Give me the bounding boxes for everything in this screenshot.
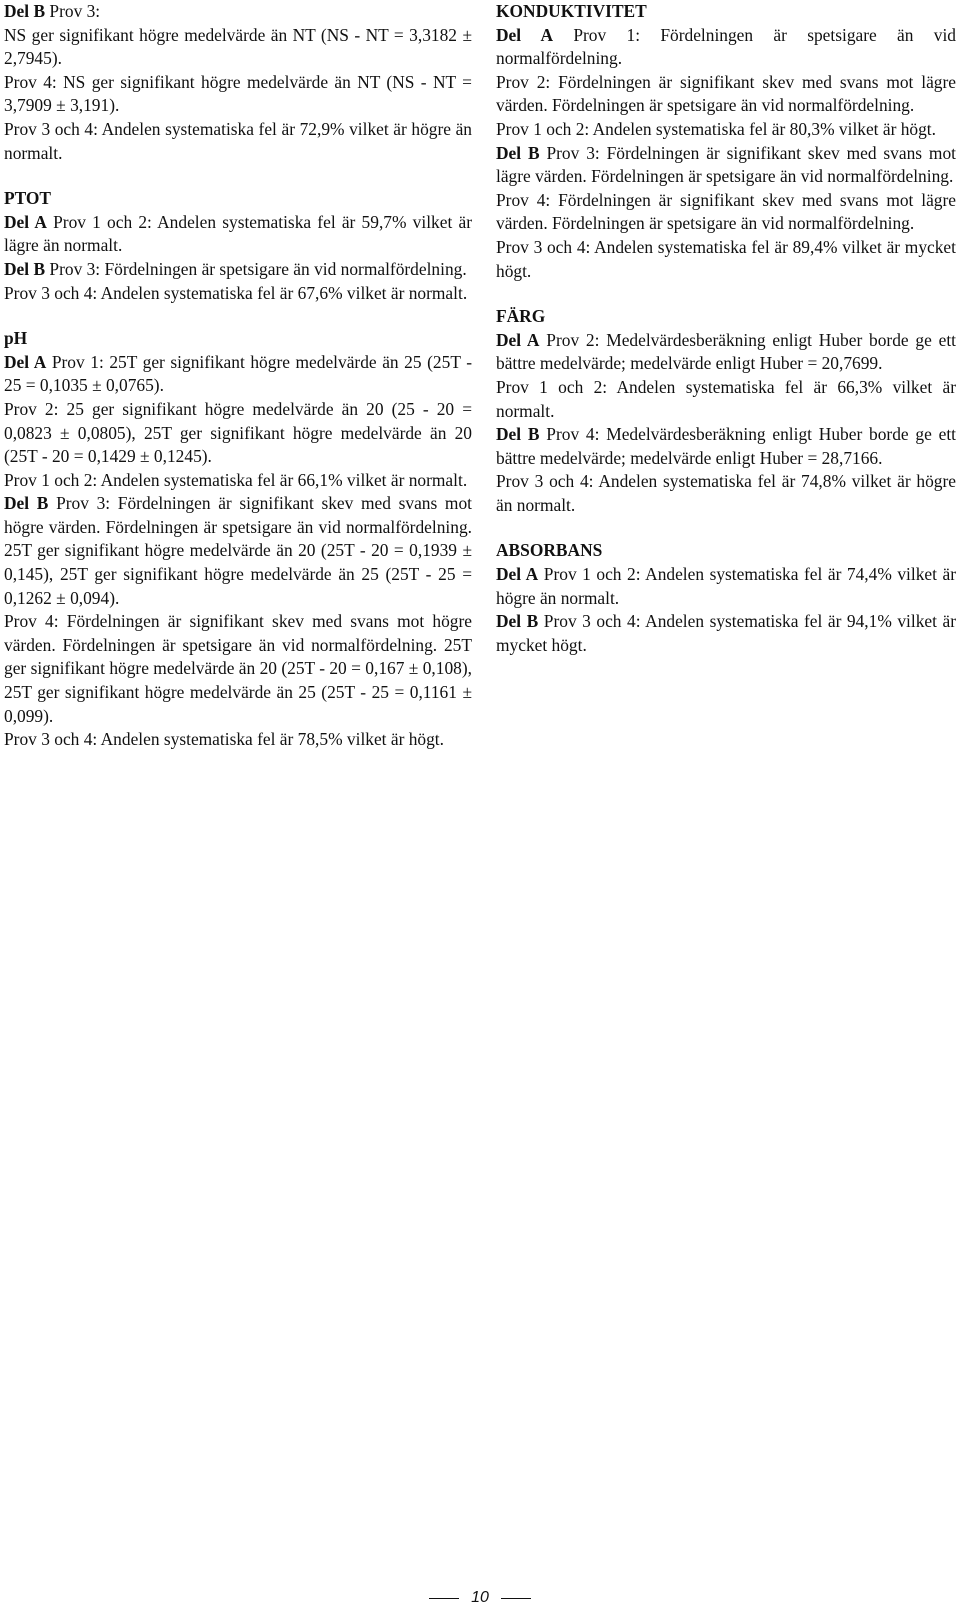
farg-section bbox=[496, 305, 956, 517]
farg-del-b-label: Del B bbox=[496, 424, 540, 445]
ph-del-b-label: Del B bbox=[4, 493, 49, 514]
konduktivitet-heading: KONDUKTIVITET bbox=[496, 1, 647, 21]
ph-del-a-label: Del A bbox=[4, 351, 47, 372]
farg-heading: FÄRG bbox=[496, 306, 546, 327]
konduktivitet-del-b-prov4: Prov 4: Fördelningen är signifikant skev med svans mot lägre värden. Fördelningen är spetsigare än vid normalfördelning. bbox=[496, 189, 956, 234]
ptot-heading: PTOT bbox=[4, 188, 52, 209]
absorbans-del-b-label: Del B bbox=[496, 611, 539, 632]
konduktivitet-del-a-label: Del A bbox=[496, 24, 554, 45]
footer-dash-left bbox=[429, 1598, 459, 1599]
page-number: 10 bbox=[471, 1589, 489, 1606]
farg-del-a-paragraph bbox=[496, 329, 956, 376]
ph-del-a-text: Prov 1: 25T ger signifikant högre medelvärde än 25 (25T - 25 = 0,1035 ± 0,0765). bbox=[4, 351, 472, 396]
konduktivitet-del-b-label: Del B bbox=[496, 142, 540, 163]
absorbans-heading: ABSORBANS bbox=[496, 540, 603, 561]
farg-del-a-label: Del A bbox=[496, 329, 540, 350]
konduktivitet-del-b-summary: Prov 3 och 4: Andelen systematiska fel är 89,4% vilket är mycket högt. bbox=[496, 236, 956, 281]
ptot-del-b-label: Del B bbox=[4, 258, 46, 279]
ph-del-b-text: Prov 3: Fördelningen är signifikant skev med svans mot högre värden. Fördelningen är spetsigare än vid normalfördelning. 25T ger signifikant högre medelvärde än 20 (25T - 20 = 0,1939 ± 0,145), 25T ger signifikant högre medelvärde än 25 (25T - 25 = 0,1262 ± 0,094). bbox=[4, 493, 472, 608]
absorbans-del-a-label: Del A bbox=[496, 564, 539, 585]
del-b-intro-text: Prov 3: bbox=[45, 1, 101, 21]
konduktivitet-section bbox=[496, 0, 956, 283]
farg-del-a-summary: Prov 1 och 2: Andelen systematiska fel är 66,3% vilket är normalt. bbox=[496, 376, 956, 421]
ph-heading: pH bbox=[4, 328, 28, 349]
absorbans-del-a-text: Prov 1 och 2: Andelen systematiska fel är 74,4% vilket är högre än normalt. bbox=[496, 564, 956, 608]
absorbans-del-b-paragraph bbox=[496, 610, 956, 657]
absorbans-del-b-text: Prov 3 och 4: Andelen systematiska fel är 94,1% vilket är mycket högt. bbox=[496, 611, 956, 655]
konduktivitet-del-a-summary: Prov 1 och 2: Andelen systematiska fel är 80,3% vilket är högt. bbox=[496, 118, 936, 139]
konduktivitet-del-a-paragraph bbox=[496, 24, 956, 71]
right-column bbox=[496, 0, 956, 657]
absorbans-del-a-paragraph bbox=[496, 563, 956, 610]
ptot-del-b-paragraph bbox=[4, 258, 472, 282]
farg-del-b-summary: Prov 3 och 4: Andelen systematiska fel är 74,8% vilket är högre än normalt. bbox=[496, 471, 956, 515]
ph-del-b-paragraph bbox=[4, 492, 472, 610]
left-column bbox=[4, 0, 472, 752]
ptot-section bbox=[4, 187, 472, 305]
ph-del-b-prov4: Prov 4: Fördelningen är signifikant skev med svans mot högre värden. Fördelningen är spetsigare än vid normalfördelning. 25T ger signifikant högre medelvärde än 20 (25T - 20 = 0,167 ± 0,108), 25T ger signifikant högre medelvärde än 25 (25T - 25 = 0,1161 ± 0,099). bbox=[4, 611, 472, 726]
konduktivitet-del-a-text: Prov 1: Fördelningen är spetsigare än vid normalfördelning. bbox=[496, 24, 957, 69]
page-footer bbox=[0, 1589, 960, 1607]
del-b-intro-line bbox=[4, 0, 472, 24]
konduktivitet-del-b-paragraph bbox=[496, 142, 956, 189]
ptot-del-b-summary: Prov 3 och 4: Andelen systematiska fel är 67,6% vilket är normalt. bbox=[4, 282, 468, 303]
footer-dash-right bbox=[501, 1598, 531, 1599]
farg-del-b-text: Prov 4: Medelvärdesberäkning enligt Huber borde ge ett bättre medelvärde; medelvärde enligt Huber = 28,7166. bbox=[496, 424, 956, 468]
ph-del-a-prov2: Prov 2: 25 ger signifikant högre medelvärde än 20 (25 - 20 = 0,0823 ± 0,0805), 25T ger signifikant högre medelvärde än 20 (25T - 20 = 0,1429 ± 0,1245). bbox=[4, 398, 472, 467]
absorbans-section bbox=[496, 539, 956, 657]
ns-nt-prov3-line: NS ger signifikant högre medelvärde än NT (NS - NT = 3,3182 ± 2,7945). bbox=[4, 24, 472, 69]
ptot-del-a-label: Del A bbox=[4, 211, 47, 232]
ns-nt-prov4-line: Prov 4: NS ger signifikant högre medelvärde än NT (NS - NT = 3,7909 ± 3,191). bbox=[4, 71, 472, 116]
konduktivitet-del-b-text: Prov 3: Fördelningen är signifikant skev med svans mot lägre värden. Fördelningen är spetsigare än vid normalfördelning. bbox=[496, 142, 956, 187]
ptot-del-b-text: Prov 3: Fördelningen är spetsigare än vid normalfördelning. bbox=[45, 258, 467, 279]
ph-del-a-summary: Prov 1 och 2: Andelen systematiska fel är 66,1% vilket är normalt. bbox=[4, 469, 468, 490]
del-b-intro-section bbox=[4, 0, 472, 165]
farg-del-a-text: Prov 2: Medelvärdesberäkning enligt Huber borde ge ett bättre medelvärde; medelvärde enligt Huber = 20,7699. bbox=[496, 329, 956, 374]
ph-del-b-summary: Prov 3 och 4: Andelen systematiska fel är 78,5% vilket är högt. bbox=[4, 729, 444, 750]
systematic-error-line: Prov 3 och 4: Andelen systematiska fel är 72,9% vilket är högre än normalt. bbox=[4, 118, 472, 163]
ptot-del-a-text: Prov 1 och 2: Andelen systematiska fel är 59,7% vilket är lägre än normalt. bbox=[4, 211, 472, 256]
del-b-label: Del B bbox=[4, 1, 46, 21]
ptot-del-a-paragraph bbox=[4, 211, 472, 258]
farg-del-b-paragraph bbox=[496, 423, 956, 470]
ph-section bbox=[4, 327, 472, 752]
ph-del-a-paragraph bbox=[4, 351, 472, 398]
konduktivitet-del-a-prov2: Prov 2: Fördelningen är signifikant skev med svans mot lägre värden. Fördelningen är spetsigare än vid normalfördelning. bbox=[496, 71, 956, 116]
